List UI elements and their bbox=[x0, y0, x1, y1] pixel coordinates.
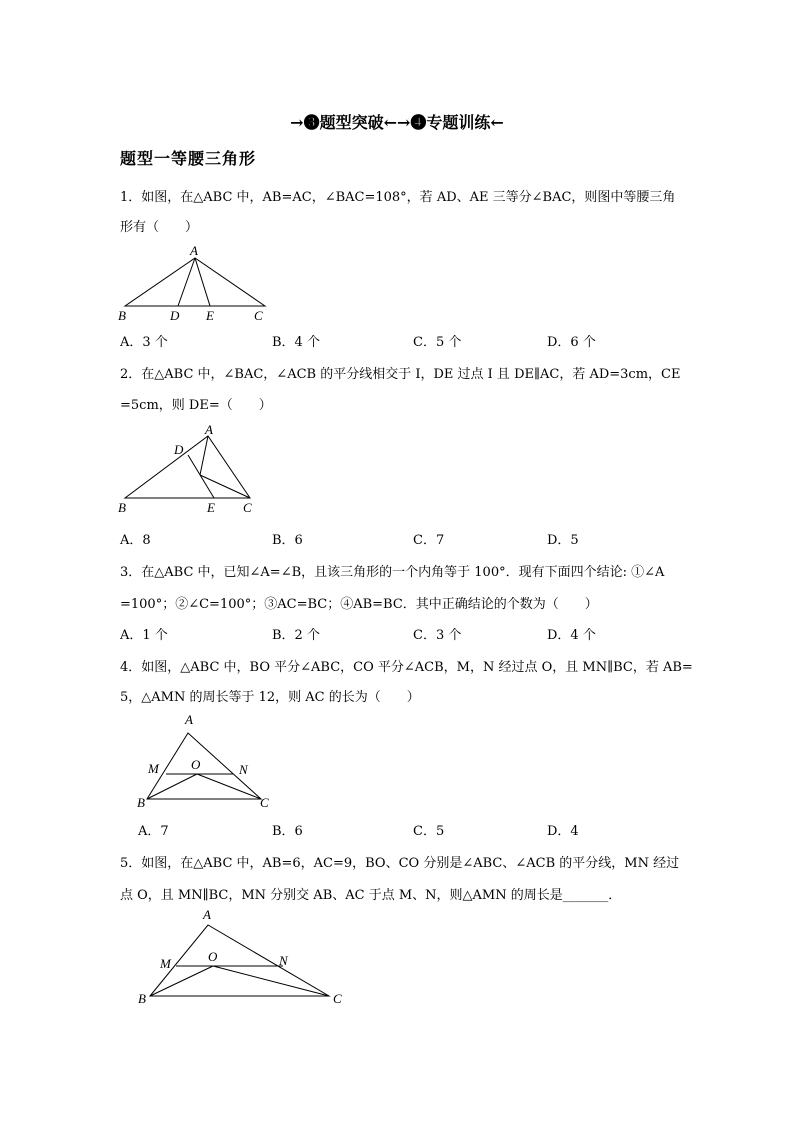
q4-option-c: C．5 bbox=[413, 824, 445, 839]
q3-text-line1: 3．在△ABC 中，已知∠A=∠B，且该三角形的一个内角等于 100°．现有下面四个结论: ①∠A bbox=[120, 565, 665, 580]
q3-option-a: A．1 个 bbox=[120, 628, 168, 643]
q2-option-c: C．7 bbox=[413, 533, 445, 548]
q1-figure bbox=[110, 240, 280, 330]
q4-text-line2: 5，△AMN 的周长等于 12，则 AC 的长为（ ） bbox=[120, 690, 420, 705]
q4-segment-co bbox=[197, 774, 261, 799]
q5-label-m: M bbox=[160, 956, 171, 971]
q1-option-b: B．4 个 bbox=[272, 335, 320, 350]
q2-text-line2: =5cm，则 DE=（ ） bbox=[120, 398, 272, 413]
q3-option-c: C．3 个 bbox=[413, 628, 462, 643]
q1-option-a: A．3 个 bbox=[120, 335, 168, 350]
page-header: →❸题型突破←→❹专题训练← bbox=[290, 113, 504, 132]
q5-label-a: A bbox=[203, 907, 211, 922]
q3-text-line2: =100°；②∠C=100°；③AC=BC；④AB=BC．其中正确结论的个数为（ ） bbox=[120, 597, 598, 612]
q3-option-b: B．2 个 bbox=[272, 628, 320, 643]
q4-label-o: O bbox=[191, 757, 201, 772]
q5-label-b: B bbox=[138, 991, 146, 1006]
q2-segment-de bbox=[188, 455, 214, 498]
q3-option-d: D．4 个 bbox=[547, 628, 596, 643]
q4-label-n: N bbox=[239, 762, 248, 777]
q1-text-line2: 形有（ ） bbox=[120, 220, 199, 235]
q1-text-line1: 1．如图，在△ABC 中，AB=AC，∠BAC=108°，若 AD、AE 三等分∠BAC，则图中等腰三角 bbox=[120, 190, 676, 205]
q4-option-d: D．4 bbox=[547, 824, 579, 839]
q5-label-o: O bbox=[208, 949, 218, 964]
q1-triangle bbox=[125, 258, 265, 306]
q1-label-d: D bbox=[170, 308, 180, 323]
q2-option-b: B．6 bbox=[272, 533, 303, 548]
q2-figure bbox=[110, 420, 270, 520]
q2-label-d: D bbox=[174, 442, 184, 457]
q1-option-c: C．5 个 bbox=[413, 335, 462, 350]
q2-option-d: D．5 bbox=[547, 533, 579, 548]
q2-text-line1: 2．在△ABC 中，∠BAC，∠ACB 的平分线相交于 I，DE 过点 I 且 DE∥AC，若 AD=3cm，CE bbox=[120, 367, 681, 382]
q4-label-c: C bbox=[260, 795, 269, 810]
q1-segment-ae bbox=[195, 258, 210, 306]
q4-label-a: A bbox=[185, 712, 193, 727]
q4-text-line1: 4．如图，△ABC 中，BO 平分∠ABC，CO 平分∠ACB，M，N 经过点 O，且 MN∥BC，若 AB= bbox=[120, 660, 693, 675]
q2-option-a: A．8 bbox=[120, 533, 151, 548]
q5-triangle bbox=[150, 925, 329, 996]
q2-segment-ai bbox=[200, 436, 208, 475]
q4-option-b: B．6 bbox=[272, 824, 303, 839]
q5-label-n: N bbox=[279, 953, 288, 968]
q5-segment-co bbox=[213, 966, 329, 996]
q1-label-a: A bbox=[190, 243, 198, 258]
section-title: 题型一等腰三角形 bbox=[120, 149, 257, 168]
q4-label-b: B bbox=[137, 795, 145, 810]
q1-label-b: B bbox=[118, 308, 126, 323]
q5-label-c: C bbox=[333, 991, 342, 1006]
q2-label-a: A bbox=[205, 422, 213, 437]
q1-label-e: E bbox=[206, 308, 214, 323]
q2-label-c: C bbox=[243, 500, 252, 515]
q2-triangle bbox=[125, 436, 250, 498]
q4-figure bbox=[130, 710, 290, 810]
q2-label-e: E bbox=[207, 500, 215, 515]
q1-label-c: C bbox=[254, 308, 263, 323]
q2-label-b: B bbox=[118, 500, 126, 515]
q1-option-d: D．6 个 bbox=[547, 335, 596, 350]
q5-text-line2: 点 O，且 MN∥BC，MN 分别交 AB、AC 于点 M、N，则△AMN 的周长是_______． bbox=[120, 888, 622, 903]
q4-option-a: A．7 bbox=[138, 824, 169, 839]
q5-figure bbox=[130, 905, 350, 1010]
q4-label-m: M bbox=[148, 761, 159, 776]
q1-segment-ad bbox=[178, 258, 195, 306]
q5-text-line1: 5．如图，在△ABC 中，AB=6，AC=9，BO、CO 分别是∠ABC、∠ACB 的平分线，MN 经过 bbox=[120, 856, 680, 871]
